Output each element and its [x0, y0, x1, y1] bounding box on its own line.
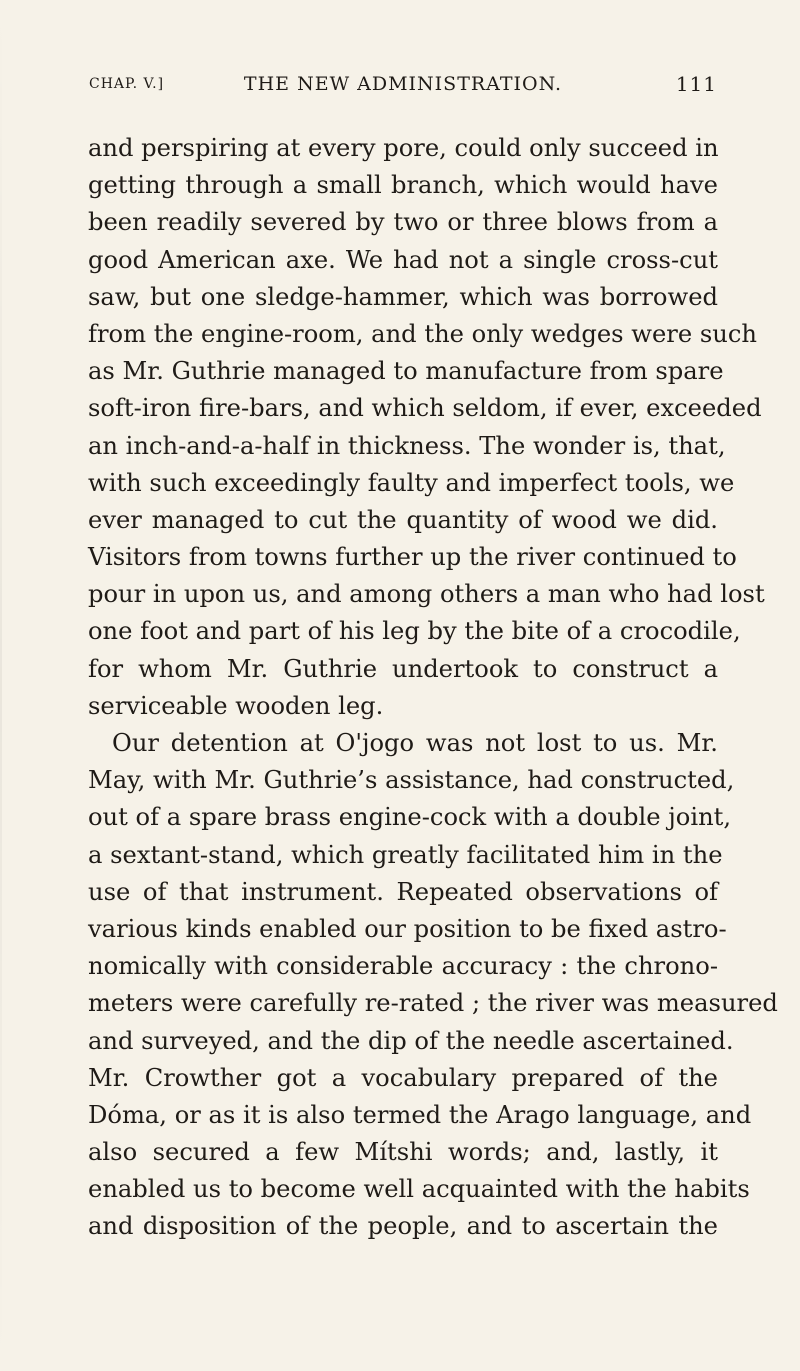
paragraph-start-line: Our detention at O'jogo was not lost to us. Mr. — [112, 729, 718, 757]
page-gutter-shadow — [0, 0, 2, 1371]
text-line: one foot and part of his leg by the bite of a crocodile, — [88, 617, 741, 646]
text-line: saw, but one sledge-hammer, which was borrowed — [88, 282, 718, 311]
text-line: enabled us to become well acquainted with the habits — [88, 1175, 750, 1204]
page-number: 111 — [675, 72, 717, 96]
text-line: and perspiring at every pore, could only succeed in — [88, 134, 719, 162]
text-line: May, with Mr. Guthrie’s assistance, had constructed, — [88, 766, 735, 795]
chapter-label: CHAP. V.] — [89, 76, 165, 92]
text-line: pour in upon us, and among others a man who had lost — [88, 580, 765, 609]
text-line: various kinds enabled our position to be fixed astro- — [88, 914, 727, 943]
text-line: use of that instrument. Repeated observations of — [88, 877, 718, 906]
running-header — [89, 68, 717, 108]
text-line: and surveyed, and the dip of the needle ascertained. — [88, 1026, 734, 1055]
text-line: an inch-and-a-half in thickness. The wonder is, that, — [88, 431, 726, 460]
paragraph-end-line: serviceable wooden leg. — [88, 691, 384, 720]
text-line: been readily severed by two or three blows from a — [88, 208, 718, 237]
text-line: getting through a small branch, which would have — [88, 171, 718, 200]
text-line: and disposition of the people, and to ascertain the — [88, 1212, 718, 1241]
text-line: with such exceedingly faulty and imperfect tools, we — [88, 468, 735, 497]
text-line: from the engine-room, and the only wedges were such — [88, 319, 757, 348]
text-line: nomically with considerable accuracy : the chrono- — [88, 952, 718, 981]
text-line: good American axe. We had not a single cross-cut — [88, 245, 718, 274]
body-text — [88, 130, 778, 1246]
text-line: Dóma, or as it is also termed the Arago language, and — [88, 1100, 752, 1129]
text-line: Mr. Crowther got a vocabulary prepared of the — [88, 1063, 718, 1092]
text-line: also secured a few Mítshi words; and, lastly, it — [88, 1138, 718, 1167]
text-line: Visitors from towns further up the river continued to — [88, 543, 737, 572]
text-line: out of a spare brass engine-cock with a double joint, — [88, 803, 732, 832]
text-line: a sextant-stand, which greatly facilitated him in the — [88, 840, 723, 869]
text-line: meters were carefully re-rated ; the river was measured — [88, 989, 778, 1018]
text-line: ever managed to cut the quantity of wood we did. — [88, 505, 718, 534]
text-line: soft-iron fire-bars, and which seldom, if ever, exceeded — [88, 394, 762, 423]
running-title: THE NEW ADMINISTRATION. — [243, 73, 563, 95]
text-line: for whom Mr. Guthrie undertook to construct a — [88, 654, 718, 683]
text-line: as Mr. Guthrie managed to manufacture from spare — [88, 357, 724, 386]
